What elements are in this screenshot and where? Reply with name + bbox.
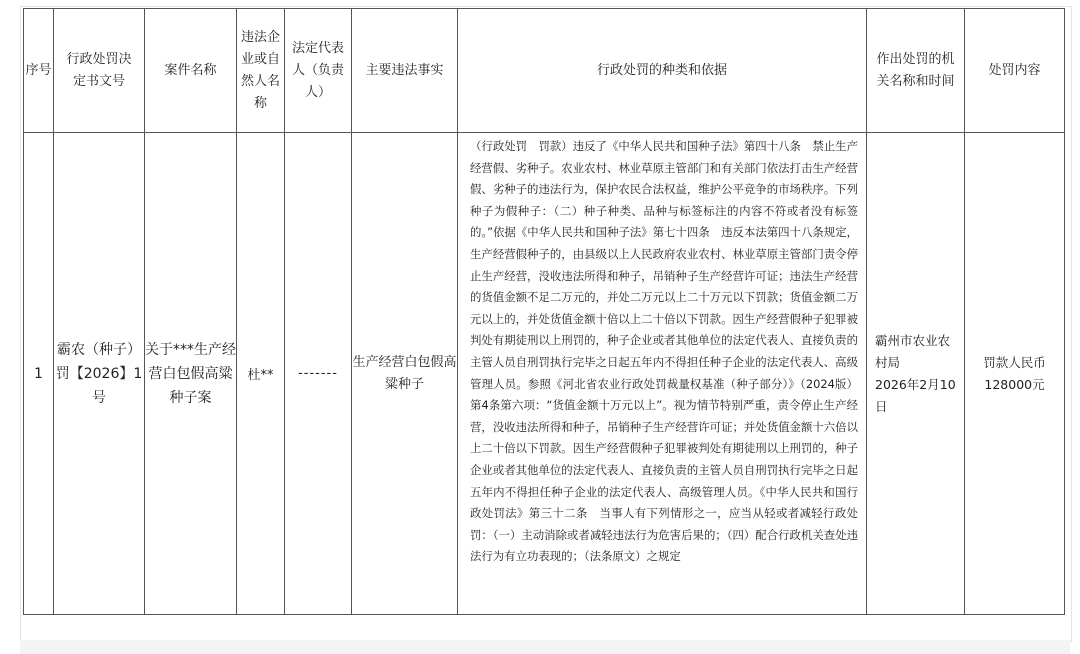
decision-date: 2026年2月10日 <box>875 376 956 414</box>
header-legal-rep: 法定代表人（负责人） <box>285 9 352 133</box>
cell-main-facts: 生产经营白包假高粱种子 <box>352 133 458 615</box>
header-case-name: 案件名称 <box>145 9 237 133</box>
cell-violator: 杜** <box>237 133 285 615</box>
cell-agency-time <box>867 133 965 615</box>
header-violator: 违法企业或自然人名称 <box>237 9 285 133</box>
table-header-row <box>24 9 1065 133</box>
cell-legal-rep: ------- <box>285 133 352 615</box>
cell-penalty-basis: （行政处罚 罚款）违反了《中华人民共和国种子法》第四十八条 禁止生产经营假、劣种子。农业农村、林业草原主管部门和有关部门依法打击生产经营假、劣种子的违法行为，保护农民合法权益，维护公平竞争的市场秩序。下列种子为假种子：（二）种子种类、品种与标签标注的内容不符或者没有标签的。”依据《中华人民共和国种子法》第七十四条 违反本法第四十八条规定，生产经营假种子的，由县级以上人民政府农业农村、林业草原主管部门责令停止生产经营，没收违法所得和种子，吊销种子生产经营许可证；违法生产经营的货值金额不足二万元的，并处二万元以上二十万元以下罚款；货值金额二万元以上的，并处货值金额十倍以上二十倍以下罚款。因生产经营假种子犯罪被判处有期徒刑以上刑罚的，种子企业或者其他单位的法定代表人、直接负责的主管人员自刑罚执行完毕之日起五年内不得担任种子企业的法定代表人、高级管理人员。参照《河北省农业行政处罚裁量权基准（种子部分）》（2024版）第4条第六项：“货值金额十万元以上”。视为情节特别严重，责令停止生产经营，没收违法所得和种子，吊销种子生产经营许可证；并处货值金额十六倍以上二十倍以下罚款。因生产经营假种子犯罪被判处有期徒刑以上刑罚的，种子企业或者其他单位的法定代表人、直接负责的主管人员自刑罚执行完毕之日起五年内不得担任种子企业的法定代表人、高级管理人员。《中华人民共和国行政处罚法》第三十二条 当事人有下列情形之一，应当从轻或者减轻行政处罚：（一）主动消除或者减轻违法行为危害后果的；（四）配合行政机关查处违法行为有立功表现的；（法条原文）之规定 <box>458 133 867 615</box>
header-seq: 序号 <box>24 9 54 133</box>
header-penalty-content: 处罚内容 <box>965 9 1065 133</box>
bottom-strip <box>20 640 1070 654</box>
agency-name: 霸州市农业农村局 <box>875 332 951 370</box>
cell-penalty-content: 罚款人民币128000元 <box>965 133 1065 615</box>
cell-case-name: 关于***生产经营白包假高粱种子案 <box>145 133 237 615</box>
cell-doc-no: 霸农（种子）罚【2026】1号 <box>54 133 145 615</box>
header-agency-time: 作出处罚的机关名称和时间 <box>867 9 965 133</box>
cell-seq: 1 <box>24 133 54 615</box>
header-penalty-basis: 行政处罚的种类和依据 <box>458 9 867 133</box>
header-main-facts: 主要违法事实 <box>352 9 458 133</box>
table-row <box>24 133 1065 615</box>
header-doc-no: 行政处罚决定书文号 <box>54 9 145 133</box>
penalty-table <box>23 8 1065 615</box>
